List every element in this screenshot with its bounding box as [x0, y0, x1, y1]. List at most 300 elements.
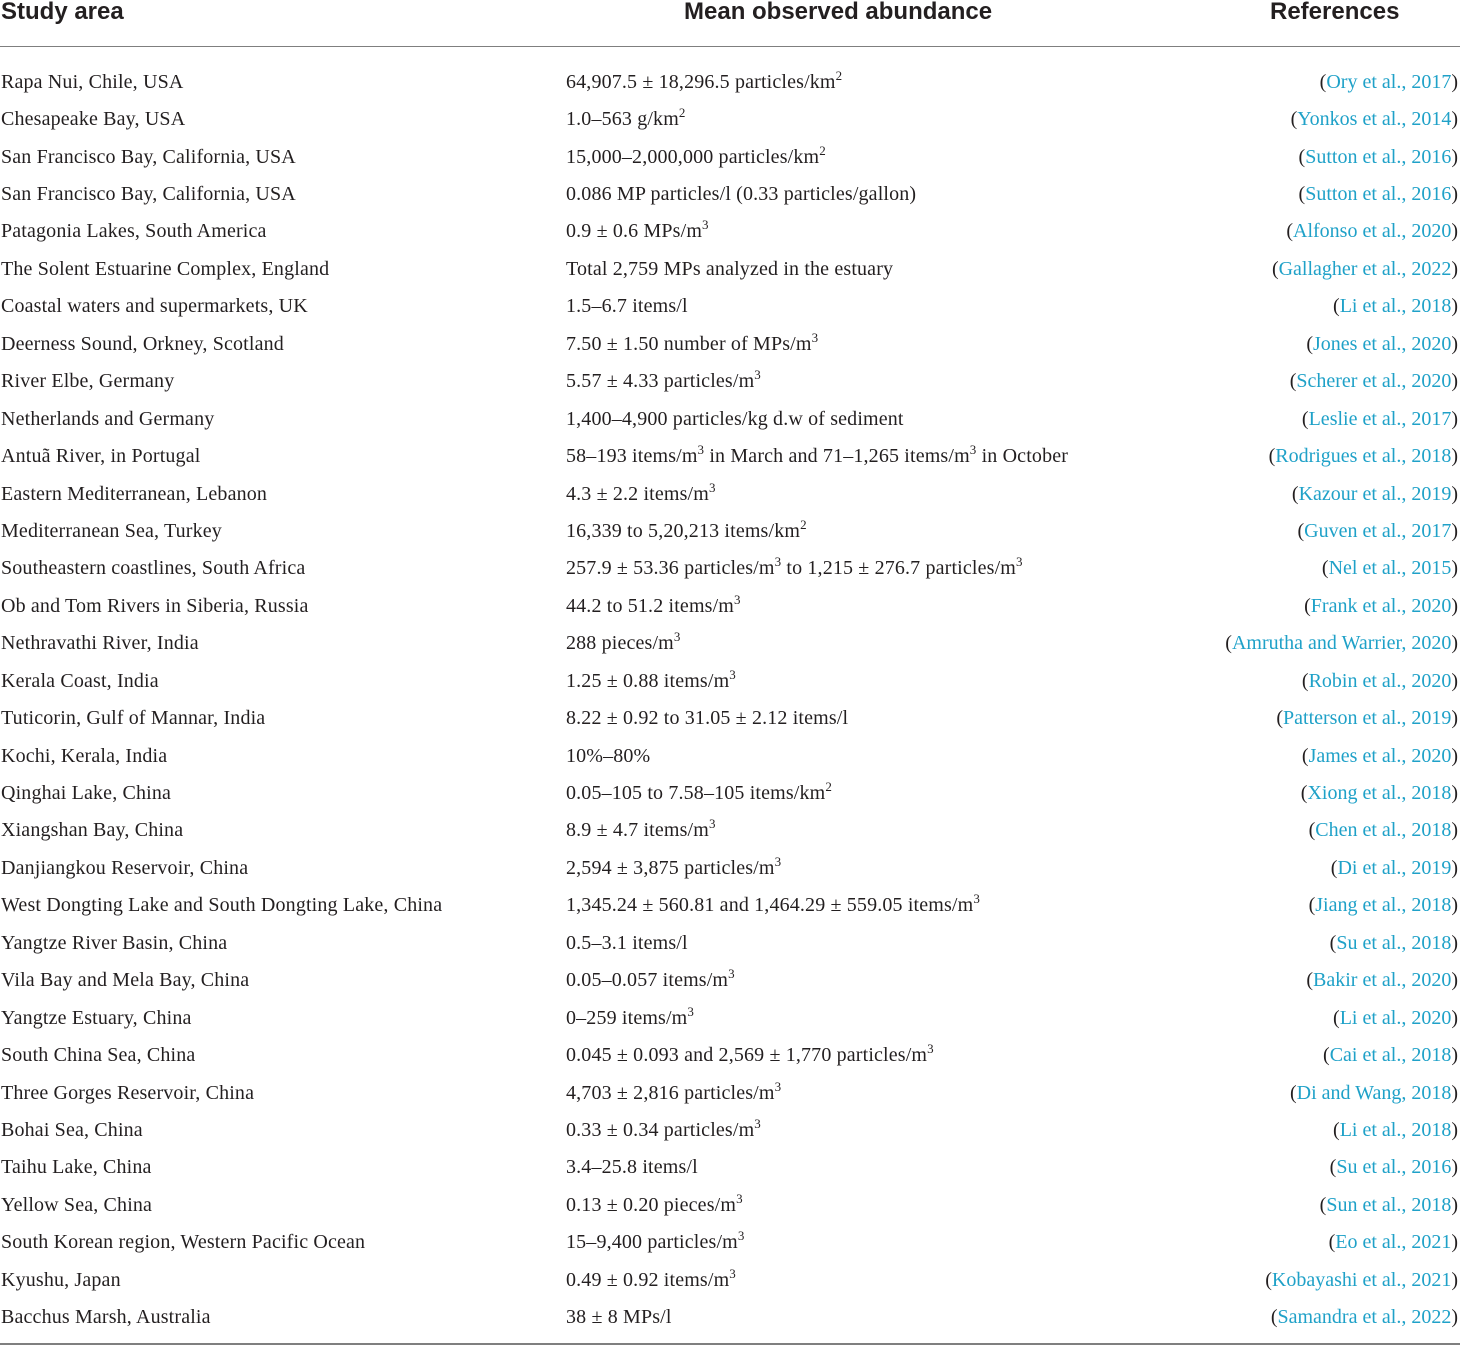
- unit-exponent: 3: [729, 1265, 736, 1281]
- study-area-cell: Eastern Mediterranean, Lebanon: [1, 482, 268, 505]
- abundance-text: 0.086 MP particles/l (0.33 particles/gallon): [566, 183, 917, 206]
- reference-link[interactable]: Di and Wang, 2018: [1296, 1081, 1452, 1104]
- abundance-cell: [566, 437, 1200, 474]
- reference-cell: [1200, 774, 1460, 811]
- close-paren: ): [1451, 557, 1458, 580]
- unit-exponent: 3: [687, 1003, 695, 1019]
- close-paren: ): [1451, 332, 1458, 355]
- unit-exponent: 2: [825, 779, 833, 795]
- abundance-text: 1.5–6.7 items/l: [566, 295, 688, 318]
- close-paren: ): [1451, 632, 1458, 655]
- reference-cell: [1200, 100, 1460, 137]
- close-paren: ): [1451, 1081, 1458, 1104]
- reference-cell: [1200, 175, 1460, 212]
- abundance-text: 1.25 ± 0.88 items/m: [566, 669, 730, 692]
- reference-cell: [1200, 213, 1460, 250]
- reference-cell: [1200, 363, 1460, 400]
- abundance-cell: [566, 1111, 1200, 1148]
- abundance-cell: [566, 100, 1200, 137]
- table-row: [0, 737, 1460, 774]
- reference-link[interactable]: Li et al., 2018: [1339, 295, 1452, 318]
- open-paren: (: [1290, 108, 1298, 131]
- reference-link[interactable]: Xiong et al., 2018: [1307, 782, 1452, 805]
- unit-exponent: 3: [973, 891, 980, 907]
- abundance-text: 0.05–105 to 7.58–105 items/km: [566, 782, 826, 805]
- close-paren: ): [1451, 108, 1458, 131]
- reference-link[interactable]: Ory et al., 2017: [1326, 70, 1452, 93]
- unit-exponent: 2: [800, 516, 807, 532]
- close-paren: ): [1451, 1193, 1458, 1216]
- open-paren: (: [1321, 557, 1329, 580]
- open-paren: (: [1289, 370, 1297, 393]
- header-mean-observed-abundance: Mean observed abundance: [566, 0, 1200, 47]
- abundance-cell: [566, 475, 1200, 512]
- table-row: [0, 437, 1460, 474]
- abundance-text: 0.045 ± 0.093 and 2,569 ± 1,770 particles/m: [566, 1044, 928, 1067]
- study-area-cell: Yangtze River Basin, China: [1, 931, 228, 954]
- close-paren: ): [1451, 445, 1458, 468]
- table-header: [0, 0, 1460, 47]
- table-row: [0, 962, 1460, 999]
- close-paren: ): [1451, 257, 1458, 280]
- open-paren: (: [1306, 969, 1314, 992]
- unit-exponent: 3: [708, 816, 716, 832]
- abundance-cell: [566, 1074, 1200, 1111]
- table-row: [0, 512, 1460, 549]
- study-area-cell: Patagonia Lakes, South America: [1, 220, 267, 243]
- abundance-cell: [566, 512, 1200, 549]
- unit-exponent: 3: [708, 479, 716, 495]
- abundance-text: 2,594 ± 3,875 particles/m: [566, 856, 775, 879]
- reference-link[interactable]: Li et al., 2018: [1339, 1118, 1452, 1141]
- abundance-cell: [566, 1186, 1200, 1223]
- reference-link[interactable]: Robin et al., 2020: [1308, 669, 1452, 692]
- close-paren: ): [1451, 1006, 1458, 1029]
- abundance-cell: [566, 1036, 1200, 1073]
- reference-link[interactable]: Sutton et al., 2016: [1305, 183, 1452, 206]
- reference-cell: [1200, 138, 1460, 175]
- study-area-cell: Chesapeake Bay, USA: [1, 108, 186, 131]
- abundance-text: 15,000–2,000,000 particles/km: [566, 145, 820, 168]
- reference-cell: [1200, 1261, 1460, 1298]
- abundance-cell: [566, 999, 1200, 1036]
- abundance-cell: [566, 1261, 1200, 1298]
- table-row: [0, 550, 1460, 587]
- table-row: [0, 363, 1460, 400]
- abundance-text: 7.50 ± 1.50 number of MPs/m: [566, 332, 812, 355]
- study-area-cell: South Korean region, Western Pacific Ocean: [1, 1231, 366, 1254]
- close-paren: ): [1451, 669, 1458, 692]
- close-paren: ): [1451, 1306, 1458, 1329]
- open-paren: (: [1271, 257, 1279, 280]
- close-paren: ): [1451, 295, 1458, 318]
- study-area-cell: South China Sea, China: [1, 1044, 196, 1067]
- reference-cell: [1200, 1111, 1460, 1148]
- study-area-cell: Yellow Sea, China: [1, 1193, 153, 1216]
- reference-link[interactable]: Yonkos et al., 2014: [1297, 108, 1452, 131]
- reference-cell: [1200, 475, 1460, 512]
- open-paren: (: [1329, 931, 1337, 954]
- abundance-text: 3.4–25.8 items/l: [566, 1156, 698, 1179]
- study-area-cell: Yangtze Estuary, China: [1, 1006, 192, 1029]
- open-paren: (: [1276, 707, 1284, 730]
- study-area-cell: West Dongting Lake and South Dongting Lake, China: [1, 894, 443, 917]
- reference-link[interactable]: Di et al., 2019: [1337, 856, 1452, 879]
- reference-link[interactable]: Scherer et al., 2020: [1296, 370, 1452, 393]
- open-paren: (: [1297, 519, 1305, 542]
- table-row: [0, 1298, 1460, 1335]
- unit-exponent: 2: [819, 142, 826, 158]
- reference-link[interactable]: Li et al., 2020: [1339, 1006, 1452, 1029]
- reference-link[interactable]: Patterson et al., 2019: [1283, 707, 1452, 730]
- reference-link[interactable]: Cai et al., 2018: [1329, 1044, 1452, 1067]
- close-paren: ): [1451, 370, 1458, 393]
- table-row: [0, 175, 1460, 212]
- unit-exponent: 3: [774, 1078, 782, 1094]
- reference-link[interactable]: Su et al., 2018: [1336, 931, 1452, 954]
- study-area-cell: Nethravathi River, India: [1, 632, 199, 655]
- abundance-text: 4.3 ± 2.2 items/m: [566, 482, 709, 505]
- abundance-cell: [566, 138, 1200, 175]
- reference-cell: [1200, 1186, 1460, 1223]
- table-row: [0, 288, 1460, 325]
- abundance-cell: [566, 662, 1200, 699]
- close-paren: ): [1451, 856, 1458, 879]
- reference-link[interactable]: Samandra et al., 2022: [1277, 1306, 1452, 1329]
- header-references: References: [1200, 0, 1460, 47]
- abundance-text: 1,400–4,900 particles/kg d.w of sediment: [566, 407, 904, 430]
- open-paren: (: [1301, 669, 1309, 692]
- open-paren: (: [1333, 295, 1340, 318]
- reference-link[interactable]: Amrutha and Warrier, 2020: [1231, 632, 1452, 655]
- table-row: [0, 625, 1460, 662]
- abundance-cell: [566, 325, 1200, 362]
- reference-link[interactable]: Alfonso et al., 2020: [1293, 220, 1452, 243]
- study-area-cell: Tuticorin, Gulf of Mannar, India: [1, 707, 266, 730]
- table-row: [0, 138, 1460, 175]
- abundance-cell: [566, 250, 1200, 287]
- close-paren: ): [1451, 1268, 1458, 1291]
- reference-cell: [1200, 1074, 1460, 1111]
- abundance-cell: [566, 587, 1200, 624]
- unit-exponent: 2: [678, 105, 686, 121]
- study-area-cell: Kyushu, Japan: [1, 1268, 121, 1291]
- abundance-cell: [566, 363, 1200, 400]
- close-paren: ): [1451, 1044, 1458, 1067]
- abundance-text: 1,345.24 ± 560.81 and 1,464.29 ± 559.05 items/m: [566, 894, 974, 917]
- unit-exponent: 3: [969, 442, 977, 458]
- reference-link[interactable]: Sutton et al., 2016: [1305, 145, 1452, 168]
- open-paren: (: [1291, 482, 1299, 505]
- study-area-cell: San Francisco Bay, California, USA: [1, 145, 296, 168]
- reference-link[interactable]: Nel et al., 2015: [1328, 557, 1452, 580]
- abundance-cell: [566, 887, 1200, 924]
- unit-exponent: 3: [734, 591, 741, 607]
- reference-cell: [1200, 699, 1460, 736]
- abundance-text: to 1,215 ± 276.7 particles/m: [781, 557, 1016, 580]
- close-paren: ): [1451, 894, 1458, 917]
- table-row: [0, 774, 1460, 811]
- study-area-cell: Mediterranean Sea, Turkey: [1, 519, 222, 542]
- header-study-area: Study area: [0, 0, 566, 47]
- study-area-cell: Antuã River, in Portugal: [1, 445, 201, 468]
- abundance-text: 0.9 ± 0.6 MPs/m: [566, 220, 703, 243]
- open-paren: (: [1308, 819, 1316, 842]
- abundance-cell: [566, 550, 1200, 587]
- table-row: [0, 1111, 1460, 1148]
- open-paren: (: [1268, 445, 1276, 468]
- reference-link[interactable]: Guven et al., 2017: [1304, 519, 1452, 542]
- reference-link[interactable]: Kazour et al., 2019: [1298, 482, 1452, 505]
- close-paren: ): [1451, 482, 1458, 505]
- reference-cell: [1200, 962, 1460, 999]
- reference-cell: [1200, 662, 1460, 699]
- study-area-cell: Ob and Tom Rivers in Siberia, Russia: [1, 594, 309, 617]
- reference-link[interactable]: Jiang et al., 2018: [1315, 894, 1452, 917]
- abundance-cell: [566, 774, 1200, 811]
- open-paren: (: [1329, 1156, 1337, 1179]
- table-row: [0, 475, 1460, 512]
- open-paren: (: [1289, 1081, 1297, 1104]
- reference-cell: [1200, 437, 1460, 474]
- study-area-cell: Rapa Nui, Chile, USA: [1, 70, 184, 93]
- close-paren: ): [1451, 931, 1458, 954]
- reference-cell: [1200, 1224, 1460, 1261]
- open-paren: (: [1265, 1268, 1272, 1291]
- open-paren: (: [1300, 782, 1308, 805]
- study-area-cell: Danjiangkou Reservoir, China: [1, 856, 249, 879]
- header-row: [0, 0, 1460, 47]
- study-area-cell: Xiangshan Bay, China: [1, 819, 184, 842]
- table-row: [0, 1261, 1460, 1298]
- close-paren: ): [1451, 145, 1458, 168]
- reference-cell: [1200, 47, 1460, 101]
- study-area-cell: Taihu Lake, China: [1, 1156, 152, 1179]
- table-row: [0, 1186, 1460, 1223]
- study-area-cell: Deerness Sound, Orkney, Scotland: [1, 332, 284, 355]
- study-area-cell: Bacchus Marsh, Australia: [1, 1306, 211, 1329]
- study-area-cell: Coastal waters and supermarkets, UK: [1, 295, 308, 318]
- reference-link[interactable]: Chen et al., 2018: [1315, 819, 1452, 842]
- reference-cell: [1200, 849, 1460, 886]
- abundance-cell: [566, 924, 1200, 961]
- reference-cell: [1200, 550, 1460, 587]
- close-paren: ): [1451, 183, 1458, 206]
- abundance-text: 5.57 ± 4.33 particles/m: [566, 370, 755, 393]
- study-area-cell: Qinghai Lake, China: [1, 782, 172, 805]
- abundance-cell: [566, 47, 1200, 101]
- table-row: [0, 325, 1460, 362]
- open-paren: (: [1319, 70, 1327, 93]
- close-paren: ): [1451, 782, 1458, 805]
- abundance-cell: [566, 699, 1200, 736]
- reference-link[interactable]: Kobayashi et al., 2021: [1271, 1268, 1452, 1291]
- close-paren: ): [1451, 707, 1458, 730]
- table-row: [0, 1036, 1460, 1073]
- reference-cell: [1200, 1298, 1460, 1335]
- abundance-cell: [566, 962, 1200, 999]
- abundance-cell: [566, 737, 1200, 774]
- abundance-text: 10%–80%: [566, 744, 651, 767]
- abundance-cell: [566, 288, 1200, 325]
- abundance-cell: [566, 849, 1200, 886]
- study-area-cell: Kochi, Kerala, India: [1, 744, 168, 767]
- abundance-cell: [566, 1224, 1200, 1261]
- study-area-cell: River Elbe, Germany: [1, 370, 175, 393]
- unit-exponent: 3: [736, 1190, 743, 1206]
- open-paren: (: [1330, 856, 1338, 879]
- open-paren: (: [1298, 145, 1306, 168]
- close-paren: ): [1451, 594, 1458, 617]
- reference-link[interactable]: Su et al., 2016: [1336, 1156, 1452, 1179]
- abundance-text: 64,907.5 ± 18,296.5 particles/km: [566, 70, 836, 93]
- abundance-cell: [566, 213, 1200, 250]
- reference-cell: [1200, 1036, 1460, 1073]
- abundance-cell: [566, 1149, 1200, 1186]
- table-row: [0, 849, 1460, 886]
- open-paren: (: [1270, 1306, 1278, 1329]
- close-paren: ): [1451, 70, 1458, 93]
- open-paren: (: [1319, 1193, 1327, 1216]
- abundance-cell: [566, 175, 1200, 212]
- table-row: [0, 587, 1460, 624]
- reference-link[interactable]: Bakir et al., 2020: [1313, 969, 1452, 992]
- abundance-text: 0.05–0.057 items/m: [566, 969, 729, 992]
- reference-cell: [1200, 737, 1460, 774]
- table-row: [0, 400, 1460, 437]
- abundance-cell: [566, 812, 1200, 849]
- abundance-cell: [566, 625, 1200, 662]
- study-area-cell: Three Gorges Reservoir, China: [1, 1081, 255, 1104]
- close-paren: ): [1451, 519, 1458, 542]
- unit-exponent: 3: [737, 1228, 745, 1244]
- open-paren: (: [1306, 332, 1314, 355]
- unit-exponent: 3: [673, 629, 681, 645]
- abundance-text: Total 2,759 MPs analyzed in the estuary: [566, 257, 894, 280]
- open-paren: (: [1333, 1006, 1340, 1029]
- open-paren: (: [1304, 594, 1311, 617]
- reference-link[interactable]: Rodrigues et al., 2018: [1275, 445, 1452, 468]
- unit-exponent: 3: [754, 367, 761, 383]
- abundance-text: 15–9,400 particles/m: [566, 1231, 738, 1254]
- reference-cell: [1200, 288, 1460, 325]
- reference-cell: [1200, 587, 1460, 624]
- unit-exponent: 3: [702, 217, 709, 233]
- close-paren: ): [1451, 969, 1458, 992]
- abundance-cell: [566, 1298, 1200, 1335]
- close-paren: ): [1451, 1156, 1458, 1179]
- open-paren: (: [1286, 220, 1294, 243]
- reference-cell: [1200, 812, 1460, 849]
- reference-cell: [1200, 1149, 1460, 1186]
- reference-link[interactable]: Eo et al., 2021: [1335, 1231, 1452, 1254]
- reference-link[interactable]: Gallagher et al., 2022: [1278, 257, 1452, 280]
- abundance-text: 0.5–3.1 items/l: [566, 931, 688, 954]
- close-paren: ): [1451, 220, 1458, 243]
- study-area-cell: Vila Bay and Mela Bay, China: [1, 969, 250, 992]
- unit-exponent: 3: [1016, 554, 1023, 570]
- abundance-text: 288 pieces/m: [566, 632, 674, 655]
- table-row: [0, 999, 1460, 1036]
- abundance-cell: [566, 400, 1200, 437]
- table-row: [0, 1149, 1460, 1186]
- abundance-text: 58–193 items/m: [566, 445, 698, 468]
- study-area-cell: San Francisco Bay, California, USA: [1, 183, 296, 206]
- table-row: [0, 699, 1460, 736]
- unit-exponent: 3: [774, 853, 782, 869]
- study-area-cell: Bohai Sea, China: [1, 1118, 143, 1141]
- close-paren: ): [1451, 1231, 1458, 1254]
- open-paren: (: [1308, 894, 1316, 917]
- reference-link[interactable]: Leslie et al., 2017: [1308, 407, 1452, 430]
- unit-exponent: 3: [774, 554, 782, 570]
- abundance-text: 44.2 to 51.2 items/m: [566, 594, 734, 617]
- abundance-text: 1.0–563 g/km: [566, 108, 679, 131]
- close-paren: ): [1451, 744, 1458, 767]
- reference-cell: [1200, 924, 1460, 961]
- unit-exponent: 3: [728, 966, 735, 982]
- table-row: [0, 662, 1460, 699]
- open-paren: (: [1301, 407, 1309, 430]
- close-paren: ): [1451, 407, 1458, 430]
- reference-cell: [1200, 999, 1460, 1036]
- reference-link[interactable]: Jones et al., 2020: [1313, 332, 1452, 355]
- table-row: [0, 47, 1460, 101]
- table-row: [0, 213, 1460, 250]
- close-paren: ): [1451, 1118, 1458, 1141]
- reference-cell: [1200, 325, 1460, 362]
- study-area-cell: Kerala Coast, India: [1, 669, 159, 692]
- reference-link[interactable]: Sun et al., 2018: [1326, 1193, 1452, 1216]
- reference-cell: [1200, 250, 1460, 287]
- unit-exponent: 2: [835, 67, 843, 83]
- abundance-text: 0.13 ± 0.20 pieces/m: [566, 1193, 737, 1216]
- reference-cell: [1200, 625, 1460, 662]
- table-row: [0, 1224, 1460, 1261]
- abundance-text: 4,703 ± 2,816 particles/m: [566, 1081, 775, 1104]
- unit-exponent: 3: [754, 1115, 761, 1131]
- table-row: [0, 100, 1460, 137]
- table-row: [0, 924, 1460, 961]
- reference-link[interactable]: Frank et al., 2020: [1310, 594, 1452, 617]
- unit-exponent: 3: [697, 442, 705, 458]
- open-paren: (: [1301, 744, 1309, 767]
- table-row: [0, 812, 1460, 849]
- table-row: [0, 250, 1460, 287]
- abundance-text: 0.33 ± 0.34 particles/m: [566, 1118, 755, 1141]
- study-area-cell: Southeastern coastlines, South Africa: [1, 557, 306, 580]
- open-paren: (: [1323, 1044, 1330, 1067]
- open-paren: (: [1333, 1118, 1340, 1141]
- abundance-text: in March and 71–1,265 items/m: [704, 445, 970, 468]
- study-area-cell: Netherlands and Germany: [1, 407, 215, 430]
- reference-link[interactable]: James et al., 2020: [1308, 744, 1452, 767]
- table-row: [0, 1074, 1460, 1111]
- open-paren: (: [1298, 183, 1306, 206]
- abundance-text: 16,339 to 5,20,213 items/km: [566, 519, 801, 542]
- abundance-text: 0–259 items/m: [566, 1006, 688, 1029]
- close-paren: ): [1451, 819, 1458, 842]
- abundance-text: 8.9 ± 4.7 items/m: [566, 819, 709, 842]
- abundance-text: 257.9 ± 53.36 particles/m: [566, 557, 775, 580]
- unit-exponent: 3: [729, 666, 736, 682]
- abundance-text: 38 ± 8 MPs/l: [566, 1306, 672, 1329]
- table-bottom-rule: [0, 1343, 1460, 1345]
- reference-cell: [1200, 887, 1460, 924]
- open-paren: (: [1328, 1231, 1336, 1254]
- table-body: [0, 47, 1460, 1336]
- abundance-text: 0.49 ± 0.92 items/m: [566, 1268, 730, 1291]
